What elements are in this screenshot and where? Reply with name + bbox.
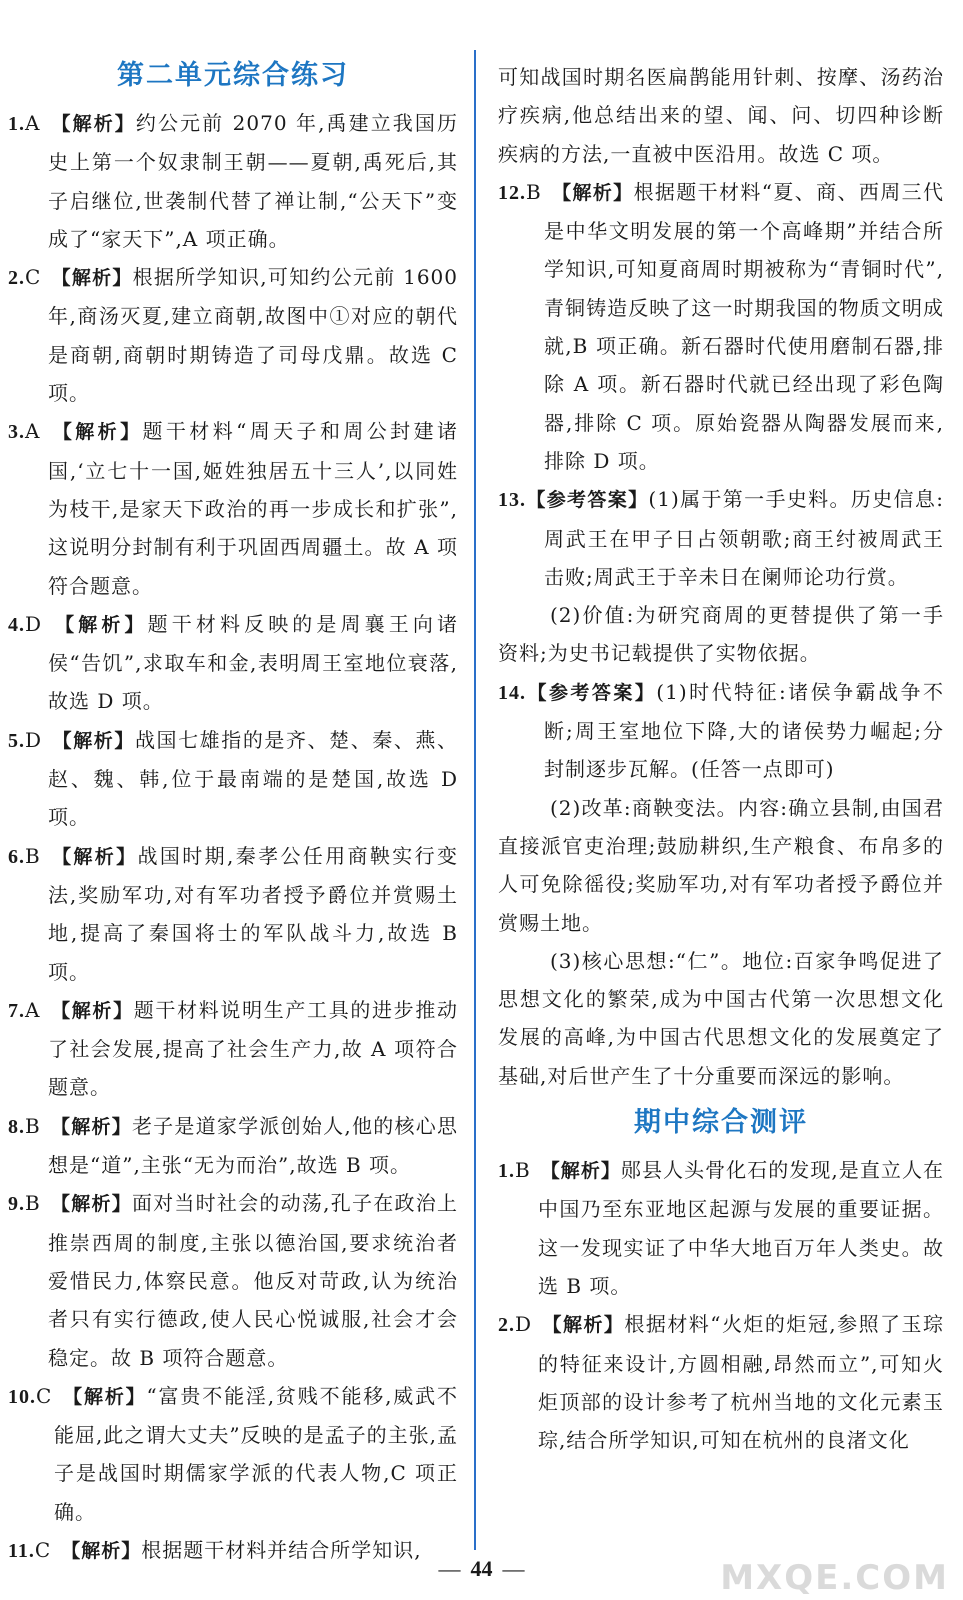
answer-item <box>8 1107 458 1185</box>
answer-number: 3. <box>8 421 25 444</box>
answer-choice: A <box>25 419 41 444</box>
q13-part1 <box>498 480 944 596</box>
right-answer-list <box>498 173 944 480</box>
analysis-tag: 【解析】 <box>50 421 143 444</box>
analysis-tag: 【解析】 <box>50 845 138 868</box>
answer-choice: C <box>25 265 42 290</box>
analysis-tag: 【解析】 <box>542 1314 625 1337</box>
q14-part1 <box>498 673 944 789</box>
midterm-answer-list <box>498 1151 944 1459</box>
answer-item <box>8 104 458 258</box>
section-title-midterm: 期中综合测评 <box>634 1107 808 1139</box>
answer-item <box>8 412 458 604</box>
answer-choice: C <box>36 1383 53 1408</box>
answer-choice: B <box>515 1158 531 1183</box>
answer-item <box>498 1305 944 1459</box>
answer-number: 9. <box>8 1193 25 1216</box>
answer-item <box>8 1377 458 1531</box>
left-column <box>8 48 458 1570</box>
answer-choice: B <box>25 1191 41 1216</box>
answer-number: 6. <box>8 845 25 868</box>
q13-number: 13. <box>498 489 526 512</box>
answer-choice: D <box>25 727 43 752</box>
answer-item <box>8 991 458 1107</box>
analysis-tag: 【解析】 <box>50 113 136 135</box>
answer-text: 战国七雄指的是齐、楚、秦、燕、赵、魏、韩,位于最南端的是楚国,故选 D 项。 <box>48 727 458 830</box>
answer-text: 老子是道家学派创始人,他的核心思想是“道”,主张“无为而治”,故选 B 项。 <box>48 1113 458 1178</box>
analysis-tag: 【解析】 <box>51 267 133 290</box>
answer-text: 根据题干材料“夏、商、西周三代是中华文明发展的第一个高峰期”并结合所学知识,可知夏商周时期被称为“青铜时代”,青铜铸造反映了这一时期我国的物质文明成就,B 项正确。新石器时代使用磨制石器,排除 A 项。新石器时代就已经出现了彩色陶器,排除 C 项。原始瓷器从陶器发展而来,排除 D 项。 <box>544 179 944 473</box>
answer-number: 4. <box>8 613 25 636</box>
q14-part2: (2)改革:商鞅变法。内容:确立县制,由国君直接派官吏治理;鼓励耕织,生产粮食、布帛多的人可免除徭役;奖励军功,对有军功者授予爵位并赏赐土地。 <box>498 795 944 935</box>
answer-text: 约公元前 2070 年,禹建立我国历史上第一个奴隶制王朝——夏朝,禹死后,其子启继位,世袭制代替了禅让制,“公天下”变成了“家天下”,A 项正确。 <box>48 111 458 251</box>
answer-number: 2. <box>8 267 25 290</box>
answer-choice: D <box>515 1312 533 1337</box>
answer-text: 根据材料“火炬的炬冠,参照了玉琮的特征来设计,方圆相融,昂然而立”,可知火炬顶部的设计参考了杭州当地的文化元素玉琮,结合所学知识,可知在杭州的良渚文化 <box>538 1312 944 1453</box>
answer-text: 题干材料反映的是周襄王向诸侯“告饥”,求取车和金,表明周王室地位衰落,故选 D 项。 <box>48 611 458 714</box>
answer-text: 战国时期,秦孝公任用商鞅实行变法,奖励军功,对有军功者授予爵位并赏赐土地,提高了秦国将士的军队战斗力,故选 B 项。 <box>48 843 458 984</box>
answer-text: 题干材料“周天子和周公封建诸国,‘立七十一国,姬姓独居五十三人’,以同姓为枝干,是家天下政治的再一步成长和扩张”,这说明分封制有利于巩固西周疆土。故 A 项符合题意。 <box>48 419 458 598</box>
analysis-tag: 【解析】 <box>52 613 148 636</box>
q14-block <box>498 673 944 1095</box>
answer-number: 8. <box>8 1115 25 1138</box>
analysis-tag: 【解析】 <box>50 999 134 1022</box>
q13-part2: (2)价值:为研究商周的更替提供了第一手资料;为史书记载提供了实物依据。 <box>498 603 944 666</box>
q13-tag: 【参考答案】 <box>526 489 649 512</box>
right-column <box>498 48 944 1459</box>
analysis-tag: 【解析】 <box>551 181 634 204</box>
answer-text: 题干材料说明生产工具的进步推动了社会发展,提高了社会生产力,故 A 项符合题意。 <box>48 997 458 1100</box>
answer-text: 面对当时社会的动荡,孔子在政治上推崇西周的制度,主张以德治国,要求统治者爱惜民力,体察民意。他反对苛政,认为统治者只有实行德政,使人民心悦诚服,社会才会稳定。故 B 项符合题意。 <box>48 1191 458 1370</box>
answer-text: 根据所学知识,可知约公元前 1600 年,商汤灭夏,建立商朝,故图中①对应的朝代是商朝,商朝时期铸造了司母戊鼎。故选 C 项。 <box>48 265 458 406</box>
column-divider <box>474 50 476 1550</box>
answer-choice: A <box>25 997 41 1022</box>
answer-item <box>8 1184 458 1376</box>
answer-choice: A <box>25 111 41 135</box>
analysis-tag: 【解析】 <box>540 1160 621 1183</box>
watermark-logo: MXQE.COM <box>720 1558 949 1598</box>
footer-dash-left: — <box>438 1556 461 1581</box>
answer-choice: D <box>25 611 43 636</box>
answer-item <box>8 721 458 837</box>
answer-text: “富贵不能淫,贫贱不能移,威武不能屈,此之谓大丈夫”反映的是孟子的主张,孟子是战国时期儒家学派的代表人物,C 项正确。 <box>54 1383 458 1524</box>
answer-item <box>8 605 458 721</box>
section-title-unit2: 第二单元综合练习 <box>117 60 349 91</box>
q14-text-1: (1)时代特征:诸侯争霸战争不断;周王室地位下降,大的诸侯势力崛起;分封制逐步瓦解。(任答一点即可) <box>544 679 944 782</box>
answer-item <box>8 258 458 412</box>
page-number: 44 <box>470 1556 493 1581</box>
answer-number: 12. <box>498 181 526 204</box>
analysis-tag: 【解析】 <box>61 1539 142 1562</box>
answer-number: 1. <box>498 1160 515 1183</box>
q13-block <box>498 480 944 672</box>
left-answer-list <box>8 104 458 1570</box>
footer-dash-right: — <box>502 1556 525 1581</box>
answer-number: 2. <box>498 1314 515 1337</box>
answer-item <box>8 837 458 991</box>
answer-text: 根据题干材料并结合所学知识, <box>141 1537 422 1562</box>
q14-tag: 【参考答案】 <box>526 681 657 704</box>
answer-number: 11. <box>8 1539 35 1562</box>
analysis-tag: 【解析】 <box>52 729 135 752</box>
q14-number: 14. <box>498 681 526 704</box>
answer-choice: B <box>25 1113 41 1138</box>
answer-choice: B <box>526 179 542 204</box>
answer-number: 10. <box>8 1385 36 1408</box>
analysis-tag: 【解析】 <box>50 1115 132 1138</box>
answer-choice: B <box>25 843 41 868</box>
answer-number: 1. <box>8 113 25 135</box>
q11-continuation: 可知战国时期名医扁鹊能用针刺、按摩、汤药治疗疾病,他总结出来的望、闻、问、切四种诊断疾病的方法,一直被中医沿用。故选 C 项。 <box>498 65 944 166</box>
answer-choice: C <box>34 1537 52 1562</box>
analysis-tag: 【解析】 <box>50 1193 132 1216</box>
answer-item <box>498 1151 944 1305</box>
answer-number: 7. <box>8 999 25 1022</box>
answer-text: 郧县人头骨化石的发现,是直立人在中国乃至东亚地区起源与发展的重要证据。这一发现实证了中华大地百万年人类史。故选 B 项。 <box>538 1158 944 1298</box>
q14-part3: (3)核心思想:“仁”。地位:百家争鸣促进了思想文化的繁荣,成为中国古代第一次思想文化发展的高峰,为中国古代思想文化的发展奠定了基础,对后世产生了十分重要而深远的影响。 <box>498 948 944 1088</box>
q13-text-1: (1)属于第一手史料。历史信息:周武王在甲子日占领朝歌;商王纣被周武王击败;周武王于辛未日在阑师论功行赏。 <box>544 487 944 589</box>
analysis-tag: 【解析】 <box>62 1385 147 1408</box>
answer-item <box>498 173 944 480</box>
answer-number: 5. <box>8 729 25 752</box>
